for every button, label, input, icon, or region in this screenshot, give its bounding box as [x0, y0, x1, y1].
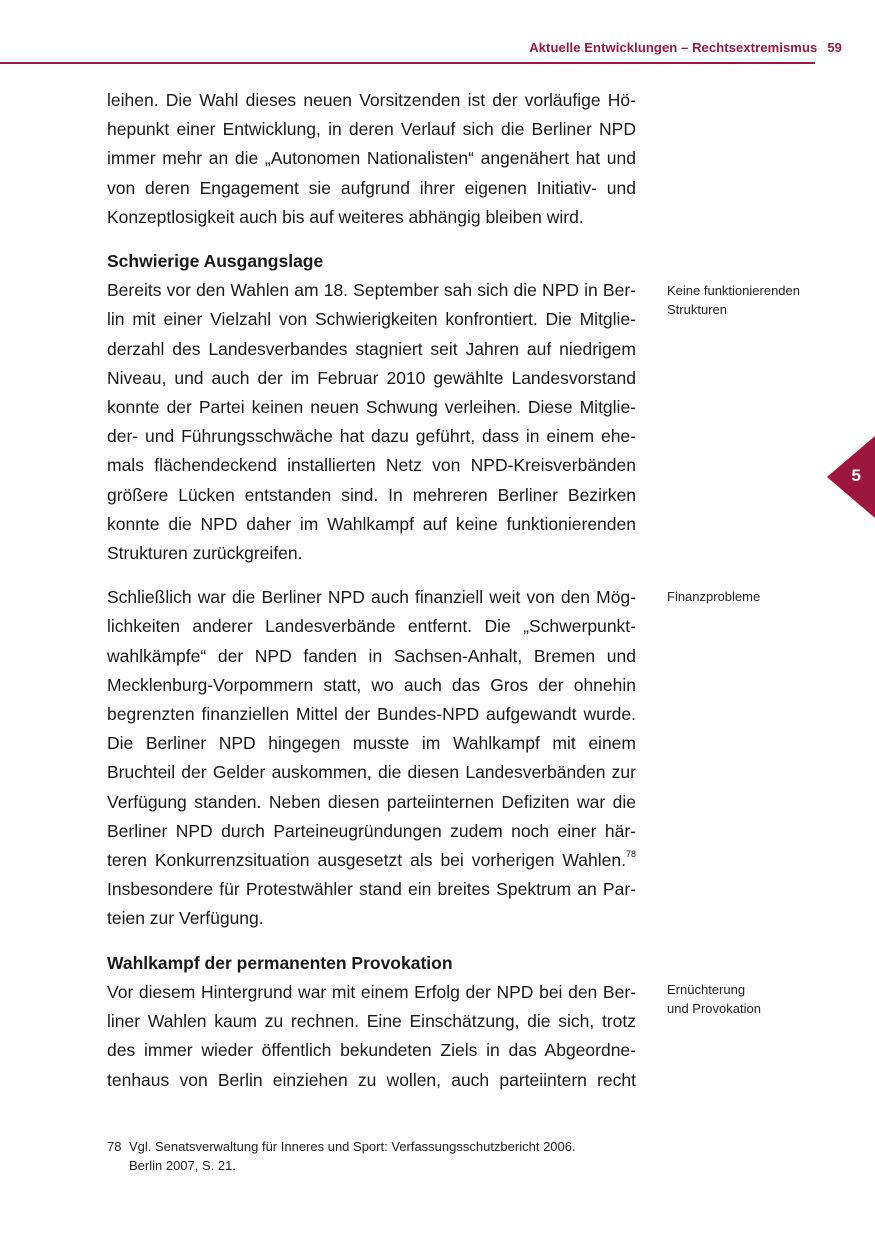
margin-note-provokation-line1: Ernüchterung [667, 982, 746, 997]
footnote-line2: Berlin 2007, S. 21. [129, 1157, 236, 1173]
margin-note-finanzprobleme: Finanzprobleme [667, 589, 761, 604]
running-title: Aktuelle Entwicklungen – Rechtsextremismus [529, 40, 818, 55]
heading-schwierige-ausgangslage: Schwierige Ausgangslage [107, 251, 324, 272]
main-text-column [107, 86, 636, 1095]
footnote-line1: Vgl. Senatsverwaltung für Inneres und Sport: Verfassungsschutzbericht 2006. [129, 1139, 576, 1154]
paragraph-3-tail: Insbesondere für Protestwähler stand ein breites Spektrum an Parteien zur Verfügung. [107, 879, 636, 929]
paragraph-1: leihen. Die Wahl dieses neuen Vorsitzenden ist der vorläufige Höhepunkt einer Entwicklung, in deren Verlauf sich die Berliner NPD immer mehr an die „Autonomen Nationalisten“ angenähert hat und von deren Engagement sie aufgrund ihrer eigenen Initiativ- und Konzeptlosigkeit auch bis auf weiteres abhängig bleiben wird. [107, 90, 636, 227]
header-rule [0, 62, 815, 64]
margin-note-strukturen [667, 281, 847, 319]
margin-note-provokation-line2: und Provokation [667, 1001, 761, 1016]
margin-note-strukturen-line2: Strukturen [667, 302, 727, 317]
paragraph-4: Vor diesem Hintergrund war mit einem Erfolg der NPD bei den Berliner Wahlen kaum zu rechnen. Eine Einschätzung, die sich, trotz des immer wieder öffentlich bekundeten Ziels in das Abgeordnetenhaus von Berlin einziehen zu wollen, auch parteiintern recht [107, 981, 636, 1090]
paragraph-3-text: Schließlich war die Berliner NPD auch finanziell weit von den Möglichkeiten anderer Landesverbände entfernt. Die „Schwerpunktwahlkämpfe“ der NPD fanden in Sachsen-Anhalt, Bremen und Mecklenburg-Vorpommern statt, wo auch das Gros der ohnehin begrenzten finanziellen Mittel der Bundes-NPD aufgewandt wurde. Die Berliner NPD hingegen musste im Wahlkampf mit einem Bruchteil der Gelder auskommen, die diesen Landesverbänden zur Verfügung standen. Neben diesen parteiinternen Defiziten war die Berliner NPD durch Parteineugründungen zudem noch einer härteren Konkurrenzsituation ausgesetzt als bei vorherigen Wahlen. [107, 587, 636, 871]
chapter-number: 5 [851, 466, 861, 485]
paragraph-2: Bereits vor den Wahlen am 18. September sah sich die NPD in Berlin mit einer Vielzahl von Schwierigkeiten konfrontiert. Die Mitgliederzahl des Landesverbandes stagniert seit Jahren auf niedrigem Niveau, und auch der im Februar 2010 gewählte Landesvorstand konnte der Partei keinen neuen Schwung verleihen. Diese Mitglieder- und Führungsschwäche hat dazu geführt, dass in einem ehemals flächendeckend installierten Netz von NPD-Kreisverbänden größere Lücken entstanden sind. In mehreren Berliner Bezirken konnte die NPD daher im Wahlkampf auf keine funktionierenden Strukturen zurückgreifen. [107, 280, 636, 564]
running-header [529, 40, 842, 55]
page-number: 59 [827, 40, 842, 55]
margin-note-strukturen-line1: Keine funktionierenden [667, 283, 800, 298]
footnote-number: 78 [107, 1139, 122, 1154]
footnote-reference[interactable]: 78 [625, 849, 636, 860]
heading-wahlkampf: Wahlkampf der permanenten Provokation [107, 952, 453, 973]
margin-note-provokation [667, 980, 847, 1018]
paragraph-3 [107, 583, 636, 933]
footnote [107, 1138, 707, 1175]
